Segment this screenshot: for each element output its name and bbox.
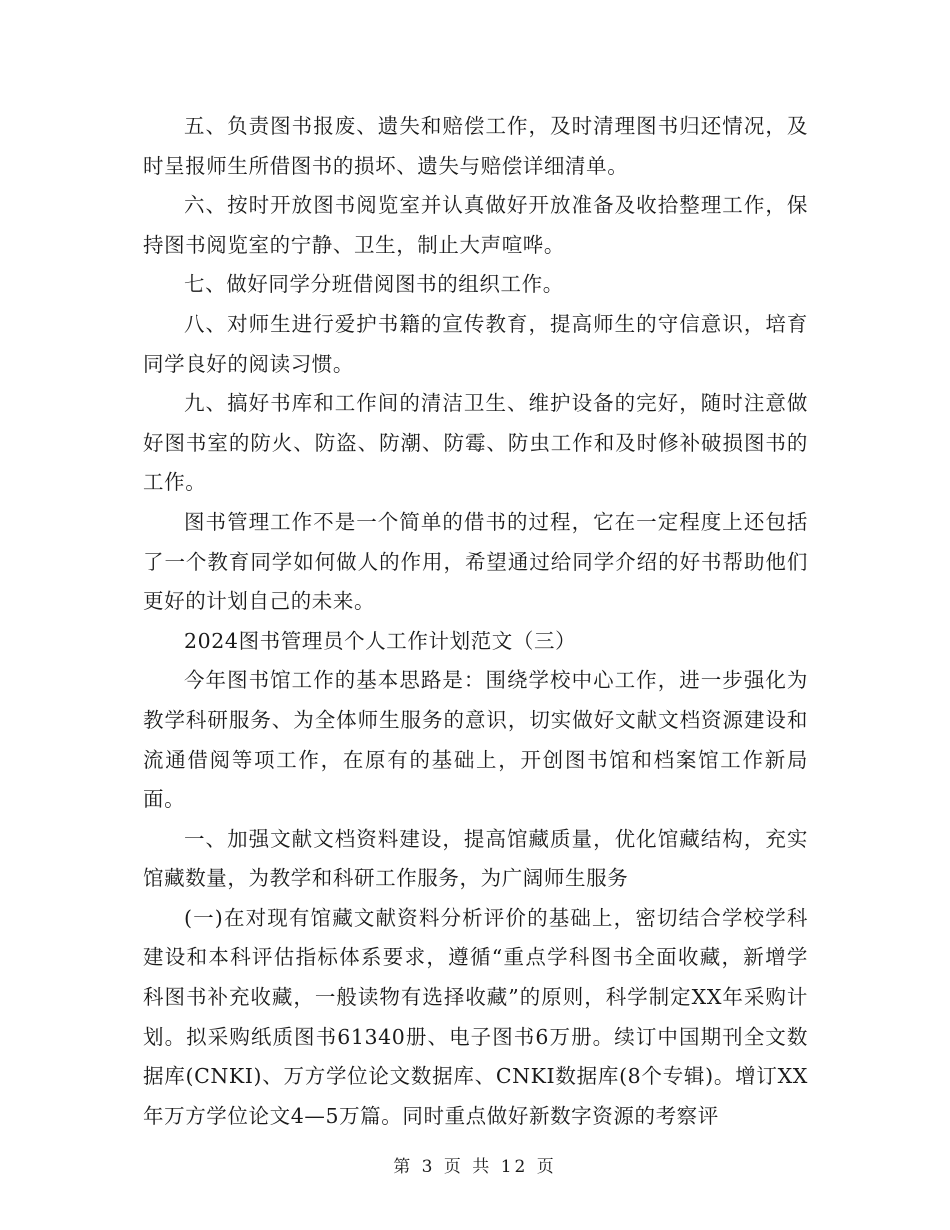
section-heading: 2024图书管理员个人工作计划范文（三） (184, 628, 577, 653)
page-number-footer: 第 3 页 共 12 页 (393, 1157, 557, 1177)
paragraph-item-5: 五、负责图书报废、遗失和赔偿工作，及时清理图书归还情况，及时呈报师生所借图书的损坏、遗失与赔偿详细清单。 (143, 114, 808, 178)
paragraph-intro: 今年图书馆工作的基本思路是：围绕学校中心工作，进一步强化为教学科研服务、为全体师生服务的意识，切实做好文献文档资源建设和流通借阅等项工作，在原有的基础上，开创图书馆和档案馆工作新局面。 (143, 668, 808, 812)
paragraph-item-6: 六、按时开放图书阅览室并认真做好开放准备及收拾整理工作，保持图书阅览室的宁静、卫生，制止大声喧哗。 (143, 193, 808, 257)
document-body (143, 107, 808, 1136)
paragraph-point-1: 一、加强文献文档资料建设，提高馆藏质量，优化馆藏结构，充实馆藏数量，为教学和科研工作服务，为广阔师生服务 (143, 826, 808, 891)
paragraph-subpoint-1: (一)在对现有馆藏文献资料分析评价的基础上，密切结合学校学科建设和本科评估指标体系要求，遵循“重点学科图书全面收藏，新增学科图书补充收藏，一般读物有选择收藏”的原则，科学制定XX年采购计划。拟采购纸质图书61340册、电子图书6万册。续订中国期刊全文数据库(CNKI)、万方学位论文数据库、CNKI数据库(8个专辑)。增订XX年万方学位论文4—5万篇。同时重点做好新数字资源的考察评 (143, 905, 808, 1128)
paragraph-item-9: 九、搞好书库和工作间的清洁卫生、维护设备的完好，随时注意做好图书室的防火、防盗、防潮、防霉、防虫工作和及时修补破损图书的工作。 (143, 391, 808, 495)
paragraph-summary: 图书管理工作不是一个简单的借书的过程，它在一定程度上还包括了一个教育同学如何做人的作用，希望通过给同学介绍的好书帮助他们更好的计划自己的未来。 (143, 509, 808, 614)
paragraph-item-8: 八、对师生进行爱护书籍的宣传教育，提高师生的守信意识，培育同学良好的阅读习惯。 (143, 311, 808, 376)
paragraph-item-7: 七、做好同学分班借阅图书的组织工作。 (184, 272, 564, 297)
